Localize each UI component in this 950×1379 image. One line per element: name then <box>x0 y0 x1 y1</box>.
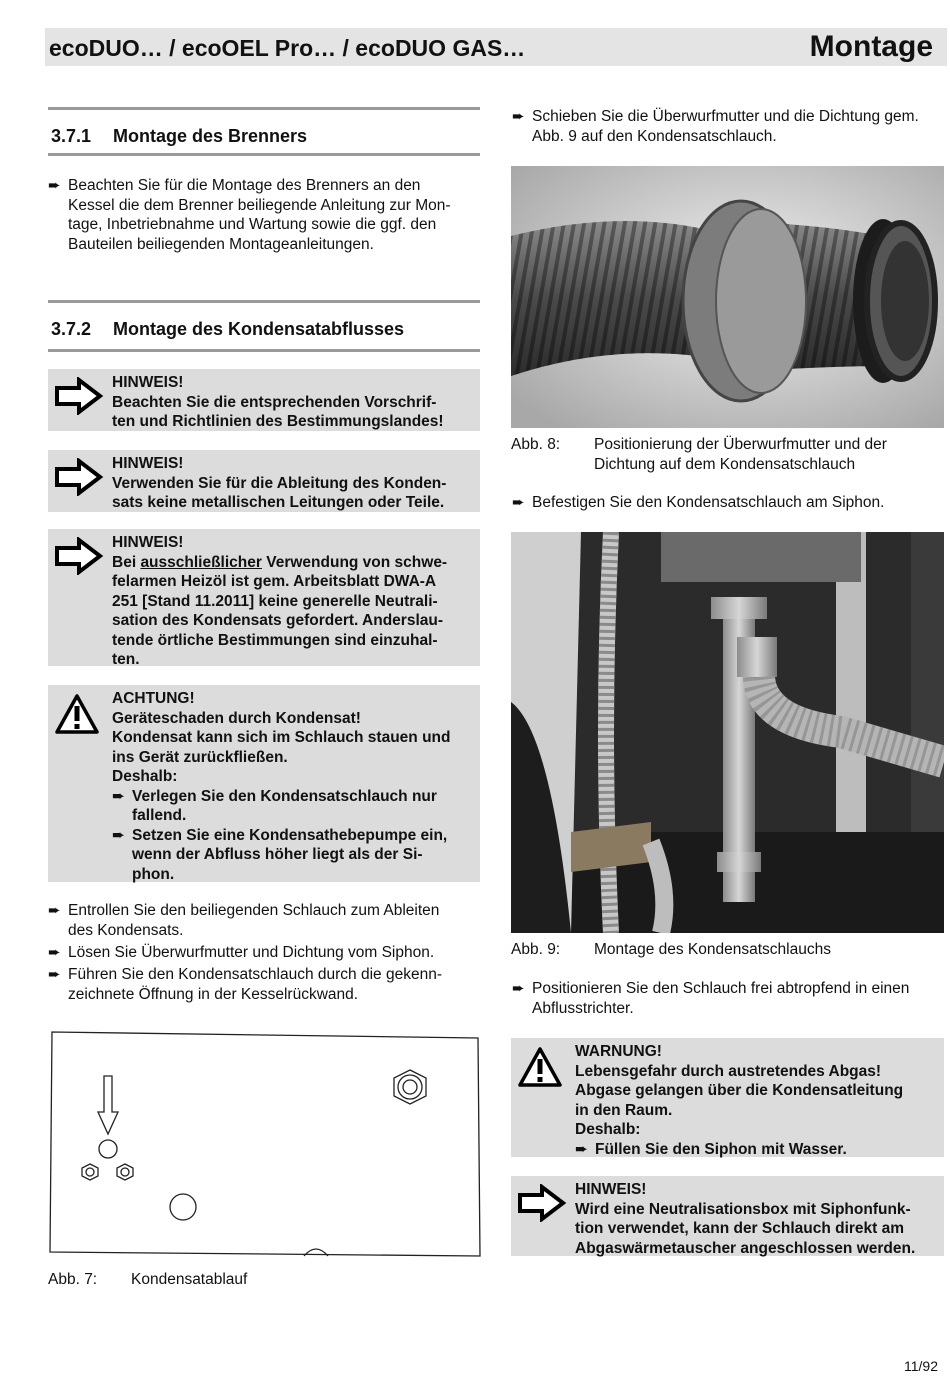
section-number: 3.7.2 <box>51 319 92 339</box>
caption-label: Abb. 7: <box>48 1271 98 1288</box>
warning-triangle-icon <box>54 693 100 735</box>
warning-triangle-icon <box>517 1046 563 1088</box>
bullet-arrow-icon: ➨ <box>48 944 61 961</box>
bullet-arrow-icon: ➨ <box>112 826 125 844</box>
warning-step: ➨ Füllen Sie den Siphon mit Wasser. <box>575 1140 847 1158</box>
hint-arrow-icon <box>54 537 104 575</box>
caption-label: Abb. 8: <box>511 436 561 453</box>
note-box-regulations: HINWEIS! Beachten Sie die entsprechenden Vorschrif- ten und Richtlinien des Bestimmungslandes! <box>48 369 480 431</box>
page-number: 11/92 <box>904 1358 938 1374</box>
warning-box-exhaust-gas: WARNUNG! Lebensgefahr durch austretendes Abgas! Abgase gelangen über die Kondensatleitung in den Raum. Deshalb: ➨ Füllen Sie den Siphon mit Wasser. <box>511 1038 944 1157</box>
instruction-slide-nut: ➨ Schieben Sie die Überwurfmutter und die Dichtung gem. Abb. 9 auf den Kondensatschlauch. <box>512 108 919 145</box>
bullet-arrow-icon: ➨ <box>48 902 61 919</box>
caption-text: Kondensatablauf <box>131 1271 248 1288</box>
section-heading-3-7-2 <box>48 300 480 352</box>
bullet-arrow-icon: ➨ <box>512 108 525 125</box>
bullet-arrow-icon: ➨ <box>112 787 125 805</box>
note-box-neutralisation-box: HINWEIS! Wird eine Neutralisationsbox mit Siphonfunk- tion verwendet, kann der Schlauch direkt am Abgaswärmetauscher angeschlossen werden. <box>511 1176 944 1256</box>
note-box-no-metal: HINWEIS! Verwenden Sie für die Ableitung des Konden- sats keine metallischen Leitungen oder Teile. <box>48 450 480 512</box>
page-header <box>45 28 947 66</box>
instruction-unroll-hose: ➨ Entrollen Sie den beiliegenden Schlauch zum Ableiten des Kondensats. <box>48 902 440 939</box>
bullet-arrow-icon: ➨ <box>575 1140 588 1158</box>
caption-text: Positionierung der Überwurfmutter und der Dichtung auf dem Kondensatschlauch <box>594 436 887 473</box>
warning-box-condensate: ACHTUNG! Geräteschaden durch Kondensat! Kondensat kann sich im Schlauch stauen und ins Gerät zurückfließen. Deshalb: ➨ Verlegen Sie den Kondensatschlauch nur fallend. ➨ Setzen Sie eine Kondensathebepumpe ein, wenn der Abfluss höher liegt als der Si- phon. <box>48 685 480 882</box>
bullet-arrow-icon: ➨ <box>512 494 525 511</box>
bullet-arrow-icon: ➨ <box>512 980 525 997</box>
figure-8-photo <box>511 166 944 428</box>
warning-step: ➨ Setzen Sie eine Kondensathebepumpe ein, wenn der Abfluss höher liegt als der Si- phon. <box>112 826 448 883</box>
instruction-route-hose: ➨ Führen Sie den Kondensatschlauch durch die gekenn- zeichnete Öffnung in der Kesselrückwand. <box>48 966 442 1003</box>
section-title: Montage des Brenners <box>113 126 308 146</box>
instruction-burner: ➨ Beachten Sie für die Montage des Brenners an den Kessel die dem Brenner beiliegende Anleitung zur Mon- tage, Inbetriebnahme und Wartung sowie die ggf. den Bauteilen beiliegenden Montageanleitungen. <box>48 177 451 253</box>
header-product-title: ecoDUO… / ecoOEL Pro… / ecoDUO GAS… <box>49 35 526 61</box>
section-number: 3.7.1 <box>51 126 92 146</box>
note-box-neutralisation: HINWEIS! Bei ausschließlicher Verwendung von schwe- felarmen Heizöl ist gem. Arbeitsblatt DWA-A 251 [Stand 11.2011] keine generelle Neutrali- sation des Kondensats gefordert. Anderslau- tende örtliche Bestimmungen sind einzuhal- ten. <box>48 529 480 666</box>
section-title: Montage des Kondensatabflusses <box>113 319 405 339</box>
figure-7-drawing <box>46 1024 484 1264</box>
instruction-loosen-nut: ➨ Lösen Sie Überwurfmutter und Dichtung vom Siphon. <box>48 944 435 961</box>
hint-arrow-icon <box>54 377 104 415</box>
instruction-position-hose: ➨ Positionieren Sie den Schlauch frei abtropfend in einen Abflusstrichter. <box>512 980 910 1017</box>
hint-arrow-icon <box>54 458 104 496</box>
bullet-arrow-icon: ➨ <box>48 966 61 983</box>
bullet-arrow-icon: ➨ <box>48 177 61 194</box>
hint-arrow-icon <box>517 1184 567 1222</box>
warning-step: ➨ Verlegen Sie den Kondensatschlauch nur fallend. <box>112 787 437 824</box>
figure-9-photo <box>511 532 944 933</box>
caption-label: Abb. 9: <box>511 941 561 958</box>
caption-text: Montage des Kondensatschlauchs <box>594 941 831 958</box>
section-heading-3-7-1 <box>48 107 480 156</box>
header-chapter-title: Montage <box>809 30 933 63</box>
instruction-attach-hose: ➨ Befestigen Sie den Kondensatschlauch am Siphon. <box>512 494 885 511</box>
